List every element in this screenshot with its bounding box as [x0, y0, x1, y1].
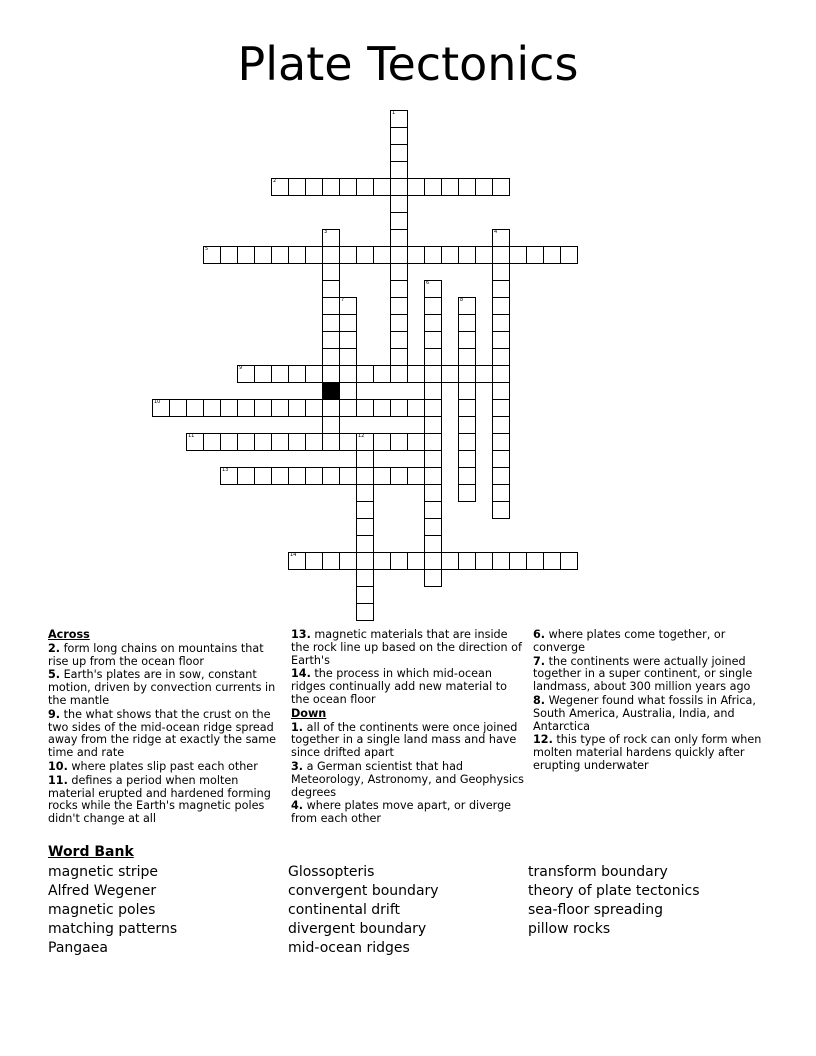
- crossword-cell[interactable]: [322, 348, 340, 366]
- crossword-cell[interactable]: [475, 365, 493, 383]
- crossword-cell[interactable]: [356, 569, 374, 587]
- crossword-cell[interactable]: [390, 161, 408, 179]
- crossword-cell[interactable]: [543, 246, 561, 264]
- word-bank-item: Pangaea: [48, 940, 108, 956]
- clue-item: [48, 643, 284, 669]
- crossword-cell[interactable]: [492, 280, 510, 298]
- clues-column-1: [48, 628, 284, 826]
- clue-item: [533, 656, 769, 694]
- clue-item: [291, 722, 527, 760]
- crossword-cell[interactable]: [254, 365, 272, 383]
- crossword-cell[interactable]: [356, 501, 374, 519]
- crossword-blocked-cell: [322, 382, 340, 400]
- crossword-cell[interactable]: [322, 229, 340, 247]
- word-bank-item: continental drift: [288, 902, 400, 918]
- crossword-cell[interactable]: [492, 263, 510, 281]
- crossword-cell[interactable]: [339, 297, 357, 315]
- clue-item: [291, 629, 527, 667]
- crossword-cell[interactable]: [271, 433, 289, 451]
- crossword-cell[interactable]: [271, 178, 289, 196]
- crossword-cell[interactable]: [526, 246, 544, 264]
- crossword-cell[interactable]: [220, 246, 238, 264]
- crossword-cell[interactable]: [254, 433, 272, 451]
- crossword-cell[interactable]: [288, 433, 306, 451]
- crossword-cell[interactable]: [373, 399, 391, 417]
- crossword-cell[interactable]: [322, 552, 340, 570]
- crossword-cell[interactable]: [237, 246, 255, 264]
- crossword-cell[interactable]: [322, 399, 340, 417]
- crossword-cell[interactable]: [220, 399, 238, 417]
- clue-item-text: a German scientist that had Meteorology, Astronomy, and Geophysics degrees: [291, 759, 524, 799]
- crossword-cell[interactable]: [424, 314, 442, 332]
- clue-item: [291, 668, 527, 706]
- crossword-cell[interactable]: [492, 484, 510, 502]
- clue-item-number: 9.: [48, 707, 61, 721]
- crossword-cell[interactable]: [288, 399, 306, 417]
- page-title: Plate Tectonics: [237, 37, 579, 91]
- clue-item-text: defines a period when molten material erupted and hardened forming rocks while the Earth's magnetic poles didn't change at all: [48, 773, 271, 826]
- crossword-cell[interactable]: [492, 467, 510, 485]
- crossword-cell[interactable]: [458, 314, 476, 332]
- clue-number: 2: [273, 178, 277, 184]
- crossword-cell[interactable]: [322, 297, 340, 315]
- crossword-cell[interactable]: [339, 348, 357, 366]
- crossword-cell[interactable]: [407, 246, 425, 264]
- crossword-cell[interactable]: [339, 552, 357, 570]
- crossword-cell[interactable]: [356, 535, 374, 553]
- word-bank-item: Alfred Wegener: [48, 883, 157, 899]
- crossword-cell[interactable]: [441, 365, 459, 383]
- crossword-cell[interactable]: [339, 382, 357, 400]
- clue-item-text: this type of rock can only form when molten material hardens quickly after erupting underwater: [533, 733, 762, 772]
- crossword-cell[interactable]: [424, 178, 442, 196]
- clue-item-text: where plates move apart, or diverge from each other: [291, 799, 512, 826]
- clue-number: 9: [239, 365, 243, 371]
- crossword-cell[interactable]: [424, 450, 442, 468]
- crossword-cell[interactable]: [492, 331, 510, 349]
- crossword-cell[interactable]: [458, 297, 476, 315]
- clue-item-number: 3.: [291, 759, 304, 773]
- crossword-cell[interactable]: [288, 467, 306, 485]
- crossword-cell[interactable]: [322, 433, 340, 451]
- crossword-cell[interactable]: [560, 246, 578, 264]
- word-bank-item: theory of plate tectonics: [528, 883, 700, 899]
- crossword-cell[interactable]: [254, 246, 272, 264]
- crossword-cell[interactable]: [424, 297, 442, 315]
- crossword-cell[interactable]: [492, 246, 510, 264]
- crossword-cell[interactable]: [492, 365, 510, 383]
- crossword-cell[interactable]: [271, 246, 289, 264]
- clue-item-text: Wegener found what fossils in Africa, South America, Australia, India, and Antarctica: [533, 693, 756, 733]
- crossword-cell[interactable]: [356, 365, 374, 383]
- clue-item-text: form long chains on mountains that rise up from the ocean floor: [48, 641, 264, 668]
- clue-item: [533, 734, 769, 772]
- crossword-cell[interactable]: [322, 246, 340, 264]
- crossword-cell[interactable]: [339, 365, 357, 383]
- crossword-cell[interactable]: [390, 178, 408, 196]
- clue-item-text: magnetic materials that are inside the rock line up based on the direction of Earth's: [291, 628, 522, 667]
- crossword-cell[interactable]: [322, 280, 340, 298]
- crossword-cell[interactable]: [458, 484, 476, 502]
- crossword-cell[interactable]: [390, 280, 408, 298]
- clue-item-number: 6.: [533, 628, 546, 641]
- word-bank-title: Word Bank: [48, 844, 134, 860]
- clue-item-number: 5.: [48, 668, 61, 682]
- crossword-cell[interactable]: [509, 552, 527, 570]
- word-bank-column-3: [528, 863, 700, 939]
- crossword-cell[interactable]: [407, 433, 425, 451]
- crossword-cell[interactable]: [390, 127, 408, 145]
- word-bank-item: transform boundary: [528, 864, 668, 880]
- clue-item-number: 13.: [291, 628, 311, 641]
- crossword-cell[interactable]: [458, 348, 476, 366]
- clue-item-number: 4.: [291, 799, 304, 813]
- crossword-cell[interactable]: [339, 433, 357, 451]
- clue-number: 13: [222, 467, 229, 473]
- crossword-cell[interactable]: [407, 365, 425, 383]
- crossword-cell[interactable]: [390, 246, 408, 264]
- crossword-cell[interactable]: [169, 399, 187, 417]
- crossword-cell[interactable]: [305, 467, 323, 485]
- crossword-cell[interactable]: [424, 365, 442, 383]
- clue-item-number: 1.: [291, 720, 304, 734]
- crossword-cell[interactable]: [288, 365, 306, 383]
- crossword-cell[interactable]: [458, 416, 476, 434]
- clue-item-text: the what shows that the crust on the two sides of the mid-ocean ridge spread away from the ridge at exactly the same time and rate: [48, 707, 277, 760]
- crossword-cell[interactable]: [492, 229, 510, 247]
- crossword-cell[interactable]: [407, 467, 425, 485]
- clue-number: 10: [154, 399, 161, 405]
- crossword-cell[interactable]: [356, 603, 374, 621]
- crossword-cell[interactable]: [492, 501, 510, 519]
- crossword-cell[interactable]: [441, 246, 459, 264]
- crossword-cell[interactable]: [186, 399, 204, 417]
- crossword-cell[interactable]: [424, 331, 442, 349]
- clue-item-number: 8.: [533, 693, 546, 707]
- crossword-cell[interactable]: [373, 433, 391, 451]
- clue-number: 3: [324, 229, 328, 235]
- crossword-cell[interactable]: [390, 433, 408, 451]
- crossword-cell[interactable]: [424, 416, 442, 434]
- crossword-cell[interactable]: [322, 365, 340, 383]
- crossword-cell[interactable]: [492, 552, 510, 570]
- word-bank-item: mid-ocean ridges: [288, 940, 410, 956]
- crossword-cell[interactable]: [271, 365, 289, 383]
- crossword-cell[interactable]: [424, 552, 442, 570]
- crossword-cell[interactable]: [390, 467, 408, 485]
- crossword-cell[interactable]: [305, 365, 323, 383]
- crossword-cell[interactable]: [322, 178, 340, 196]
- crossword-cell[interactable]: [203, 433, 221, 451]
- word-bank-item: divergent boundary: [288, 921, 427, 937]
- crossword-cell[interactable]: [441, 178, 459, 196]
- clue-number: 4: [494, 229, 498, 235]
- crossword-cell[interactable]: [424, 280, 442, 298]
- crossword-cell[interactable]: [254, 399, 272, 417]
- clue-item-text: the continents were actually joined together in a super continent, or single landmass, about 300 million years ago: [533, 654, 753, 694]
- crossword-cell[interactable]: [356, 178, 374, 196]
- crossword-cell[interactable]: [203, 246, 221, 264]
- crossword-cell[interactable]: [390, 144, 408, 162]
- crossword-cell[interactable]: [492, 450, 510, 468]
- crossword-cell[interactable]: [373, 246, 391, 264]
- clue-item: [291, 800, 527, 826]
- crossword-cell[interactable]: [424, 518, 442, 536]
- crossword-cell[interactable]: [339, 331, 357, 349]
- crossword-cell[interactable]: [322, 467, 340, 485]
- crossword-cell[interactable]: [458, 450, 476, 468]
- crossword-cell[interactable]: [390, 297, 408, 315]
- crossword-cell[interactable]: [475, 552, 493, 570]
- crossword-cell[interactable]: [492, 416, 510, 434]
- crossword-cell[interactable]: [322, 314, 340, 332]
- crossword-cell[interactable]: [305, 399, 323, 417]
- crossword-cell[interactable]: [203, 399, 221, 417]
- clue-item: [291, 761, 527, 799]
- crossword-cell[interactable]: [492, 399, 510, 417]
- word-bank-item: matching patterns: [48, 921, 178, 937]
- crossword-cell[interactable]: [458, 246, 476, 264]
- clue-number: 1: [392, 110, 396, 116]
- clue-item: [48, 775, 284, 826]
- crossword-cell[interactable]: [492, 433, 510, 451]
- crossword-cell[interactable]: [220, 467, 238, 485]
- crossword-cell[interactable]: [560, 552, 578, 570]
- crossword-cell[interactable]: [373, 178, 391, 196]
- crossword-cell[interactable]: [390, 212, 408, 230]
- clue-number: 6: [426, 280, 430, 286]
- crossword-cell[interactable]: [271, 467, 289, 485]
- crossword-cell[interactable]: [424, 501, 442, 519]
- clue-item-number: 12.: [533, 733, 553, 747]
- crossword-cell[interactable]: [339, 467, 357, 485]
- crossword-cell[interactable]: [373, 365, 391, 383]
- crossword-cell[interactable]: [152, 399, 170, 417]
- crossword-cell[interactable]: [492, 178, 510, 196]
- crossword-cell[interactable]: [288, 552, 306, 570]
- crossword-cell[interactable]: [458, 467, 476, 485]
- crossword-cell[interactable]: [288, 246, 306, 264]
- clue-number: 7: [341, 297, 345, 303]
- crossword-cell[interactable]: [373, 552, 391, 570]
- crossword-cell[interactable]: [424, 467, 442, 485]
- crossword-cell[interactable]: [237, 365, 255, 383]
- crossword-cell[interactable]: [390, 195, 408, 213]
- crossword-cell[interactable]: [390, 331, 408, 349]
- crossword-cell[interactable]: [509, 246, 527, 264]
- crossword-cell[interactable]: [424, 484, 442, 502]
- crossword-cell[interactable]: [339, 399, 357, 417]
- clue-number: 8: [460, 297, 464, 303]
- crossword-cell[interactable]: [458, 552, 476, 570]
- clue-item: [48, 761, 284, 774]
- crossword-cell[interactable]: [356, 467, 374, 485]
- crossword-cell[interactable]: [492, 314, 510, 332]
- crossword-cell[interactable]: [339, 314, 357, 332]
- crossword-cell[interactable]: [475, 178, 493, 196]
- crossword-cell[interactable]: [322, 416, 340, 434]
- crossword-cell[interactable]: [441, 552, 459, 570]
- crossword-cell[interactable]: [288, 178, 306, 196]
- clue-number: 11: [188, 433, 195, 439]
- crossword-cell[interactable]: [356, 450, 374, 468]
- clues-column-3: [533, 628, 769, 773]
- crossword-cell[interactable]: [543, 552, 561, 570]
- word-bank-column-2: [288, 863, 439, 958]
- clue-item: [533, 629, 769, 655]
- crossword-cell[interactable]: [492, 382, 510, 400]
- clue-item-number: 14.: [291, 667, 311, 681]
- clue-item-number: 11.: [48, 773, 68, 787]
- word-bank-item: convergent boundary: [288, 883, 439, 899]
- crossword-cell[interactable]: [237, 467, 255, 485]
- crossword-cell[interactable]: [356, 518, 374, 536]
- clue-item: [48, 669, 284, 707]
- down-heading: Down: [291, 706, 327, 720]
- crossword-cell[interactable]: [305, 552, 323, 570]
- clue-item: [533, 695, 769, 733]
- crossword-cell[interactable]: [356, 246, 374, 264]
- clue-item-text: Earth's plates are in sow, constant motion, driven by convection currents in the mantle: [48, 668, 276, 707]
- word-bank-item: magnetic stripe: [48, 864, 159, 880]
- crossword-cell[interactable]: [373, 467, 391, 485]
- crossword-cell[interactable]: [458, 399, 476, 417]
- crossword-cell[interactable]: [339, 246, 357, 264]
- word-bank-item: pillow rocks: [528, 921, 611, 937]
- crossword-cell[interactable]: [339, 178, 357, 196]
- crossword-cell[interactable]: [356, 484, 374, 502]
- crossword-cell[interactable]: [458, 178, 476, 196]
- crossword-cell[interactable]: [424, 569, 442, 587]
- crossword-cell[interactable]: [424, 535, 442, 553]
- crossword-cell[interactable]: [220, 433, 238, 451]
- word-bank-column-1: [48, 863, 177, 958]
- crossword-cell[interactable]: [424, 433, 442, 451]
- crossword-cell[interactable]: [390, 110, 408, 128]
- crossword-cell[interactable]: [424, 246, 442, 264]
- crossword-cell[interactable]: [271, 399, 289, 417]
- clues-column-2: [291, 628, 527, 826]
- clue-item-text: where plates slip past each other: [67, 759, 258, 773]
- crossword-cell[interactable]: [526, 552, 544, 570]
- crossword-cell[interactable]: [390, 365, 408, 383]
- word-bank-item: magnetic poles: [48, 902, 156, 918]
- clue-item-number: 2.: [48, 641, 61, 655]
- crossword-cell[interactable]: [492, 297, 510, 315]
- crossword-cell[interactable]: [424, 382, 442, 400]
- crossword-cell[interactable]: [305, 246, 323, 264]
- crossword-cell[interactable]: [390, 348, 408, 366]
- word-bank-item: sea-floor spreading: [528, 902, 664, 918]
- clue-item-number: 7.: [533, 654, 546, 668]
- across-heading: Across: [48, 628, 90, 641]
- crossword-cell[interactable]: [390, 263, 408, 281]
- crossword-cell[interactable]: [492, 348, 510, 366]
- crossword-cell[interactable]: [407, 552, 425, 570]
- crossword-cell[interactable]: [390, 314, 408, 332]
- crossword-cell[interactable]: [390, 399, 408, 417]
- crossword-cell[interactable]: [356, 586, 374, 604]
- crossword-cell[interactable]: [356, 552, 374, 570]
- clue-item: [48, 709, 284, 760]
- word-bank-item: Glossopteris: [288, 864, 375, 880]
- crossword-cell[interactable]: [390, 229, 408, 247]
- crossword-cell[interactable]: [356, 399, 374, 417]
- crossword-cell[interactable]: [407, 178, 425, 196]
- crossword-cell[interactable]: [424, 399, 442, 417]
- crossword-cell[interactable]: [458, 331, 476, 349]
- crossword-cell[interactable]: [407, 399, 425, 417]
- crossword-cell[interactable]: [186, 433, 204, 451]
- crossword-cell[interactable]: [254, 467, 272, 485]
- crossword-cell[interactable]: [390, 552, 408, 570]
- clue-number: 12: [358, 433, 365, 439]
- clue-number: 14: [290, 552, 297, 558]
- clue-item-number: 10.: [48, 759, 68, 773]
- crossword-cell[interactable]: [322, 331, 340, 349]
- crossword-cell[interactable]: [458, 433, 476, 451]
- crossword-cell[interactable]: [237, 433, 255, 451]
- crossword-cell[interactable]: [356, 433, 374, 451]
- crossword-cell[interactable]: [237, 399, 255, 417]
- clue-item-text: where plates come together, or converge: [533, 628, 726, 654]
- crossword-cell[interactable]: [458, 382, 476, 400]
- clue-number: 5: [205, 246, 209, 252]
- clue-item-text: all of the continents were once joined together in a single land mass and have since drifted apart: [291, 720, 518, 760]
- crossword-cell[interactable]: [475, 246, 493, 264]
- crossword-cell[interactable]: [424, 348, 442, 366]
- crossword-cell[interactable]: [458, 365, 476, 383]
- clue-item-text: the process in which mid-ocean ridges continually add new material to the ocean floor: [291, 667, 507, 706]
- crossword-cell[interactable]: [305, 433, 323, 451]
- crossword-cell[interactable]: [305, 178, 323, 196]
- crossword-cell[interactable]: [322, 263, 340, 281]
